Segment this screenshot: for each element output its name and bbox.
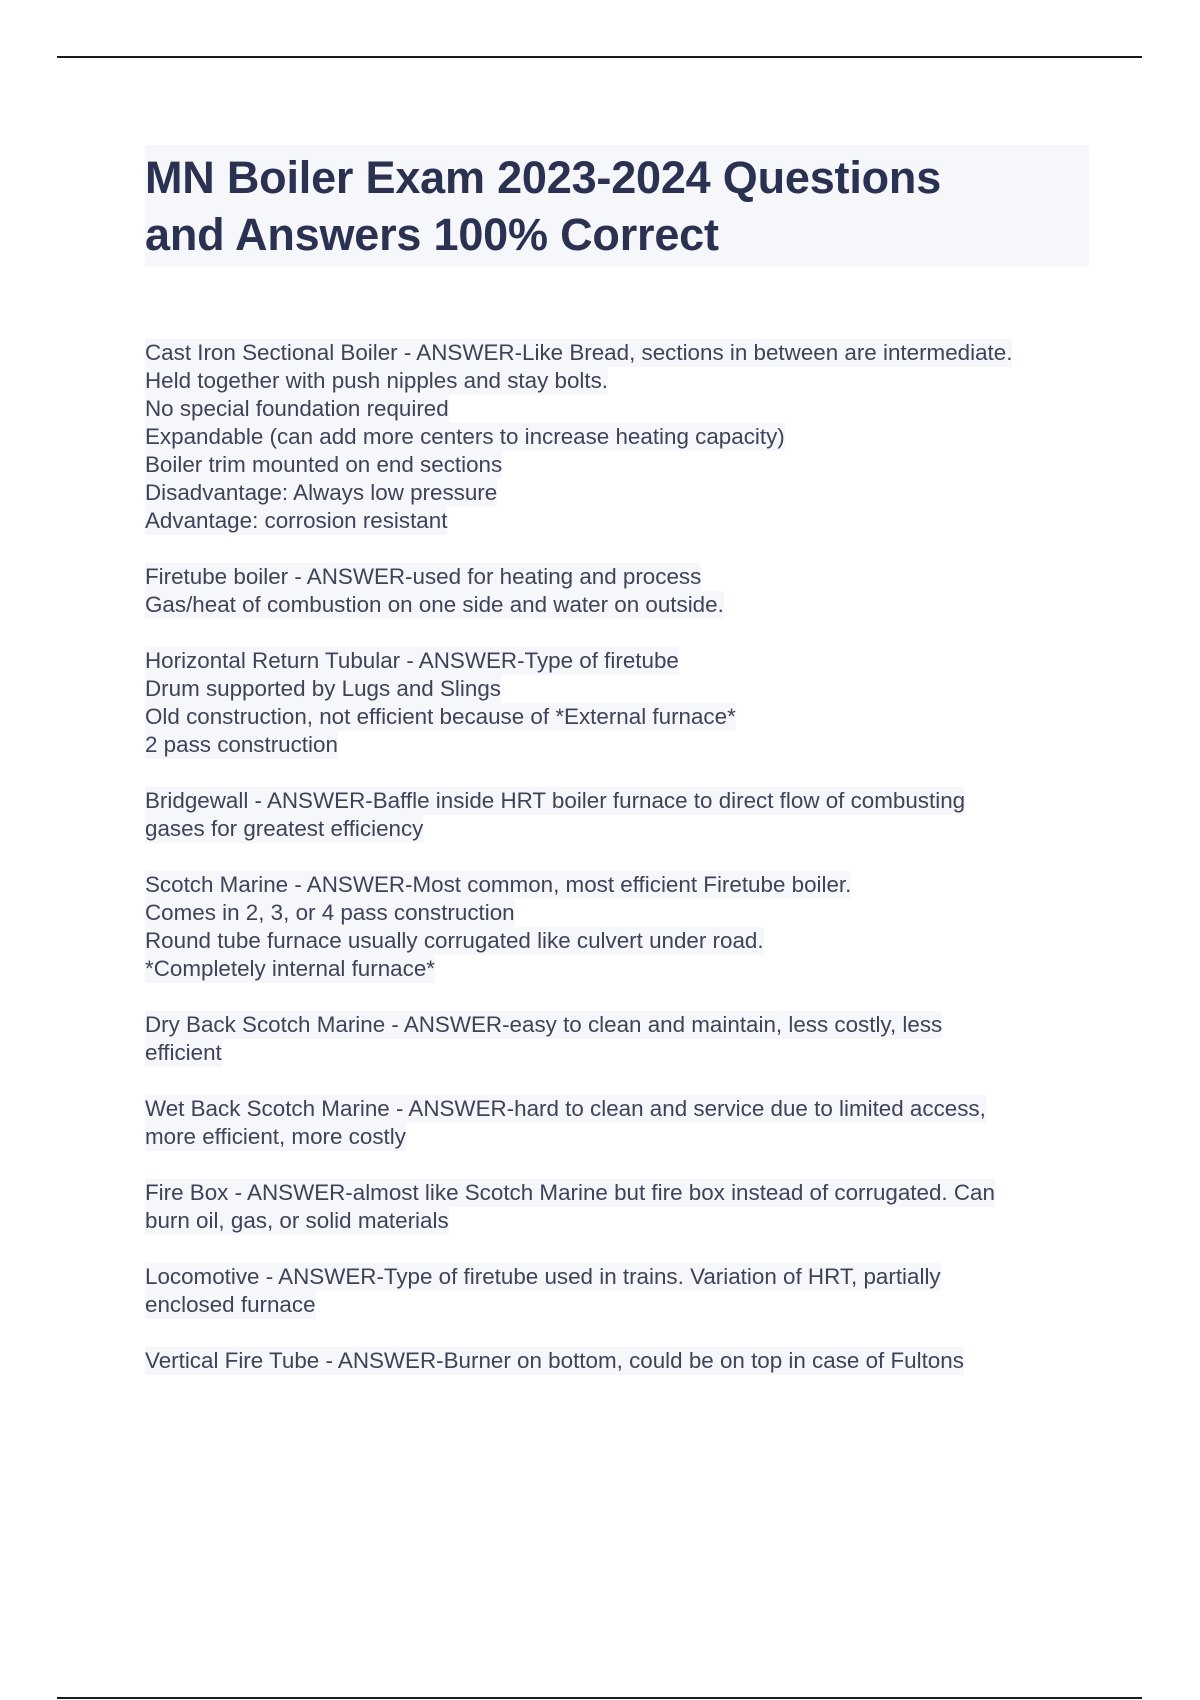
qa-entry-term-line: Bridgewall - ANSWER-Baffle inside HRT boiler furnace to direct flow of combusting xyxy=(145,788,966,813)
qa-entry-answer-line: Old construction, not efficient because of *External furnace* xyxy=(145,704,736,729)
qa-entry-answer-line: Boiler trim mounted on end sections xyxy=(145,452,503,477)
qa-entry-answer-line: more efficient, more costly xyxy=(145,1124,406,1149)
qa-entry xyxy=(145,647,1105,759)
qa-entry xyxy=(145,1011,1105,1067)
qa-entry-answer-line: Gas/heat of combustion on one side and water on outside. xyxy=(145,592,724,617)
qa-entry-answer-line: Held together with push nipples and stay bolts. xyxy=(145,368,609,393)
qa-entry-term-line: Locomotive - ANSWER-Type of firetube used in trains. Variation of HRT, partially xyxy=(145,1264,941,1289)
document-title xyxy=(145,145,1089,267)
bottom-divider xyxy=(57,1697,1142,1699)
title-line-1: MN Boiler Exam 2023-2024 Questions xyxy=(145,152,942,203)
qa-entry xyxy=(145,787,1105,843)
qa-entry xyxy=(145,1263,1105,1319)
qa-entry xyxy=(145,563,1105,619)
qa-entry xyxy=(145,1095,1105,1151)
qa-entries xyxy=(145,339,1105,1403)
qa-entry-term-line: Dry Back Scotch Marine - ANSWER-easy to clean and maintain, less costly, less xyxy=(145,1012,943,1037)
qa-entry-answer-line: efficient xyxy=(145,1040,222,1065)
qa-entry-answer-line: burn oil, gas, or solid materials xyxy=(145,1208,449,1233)
qa-entry-answer-line: Expandable (can add more centers to increase heating capacity) xyxy=(145,424,785,449)
qa-entry-term-line: Cast Iron Sectional Boiler - ANSWER-Like Bread, sections in between are intermediate. xyxy=(145,340,1013,365)
qa-entry-term-line: Firetube boiler - ANSWER-used for heating and process xyxy=(145,564,702,589)
qa-entry xyxy=(145,339,1105,535)
qa-entry-answer-line: gases for greatest efficiency xyxy=(145,816,424,841)
qa-entry-term-line: Fire Box - ANSWER-almost like Scotch Marine but fire box instead of corrugated. Can xyxy=(145,1180,995,1205)
qa-entry-answer-line: No special foundation required xyxy=(145,396,449,421)
qa-entry-answer-line: Advantage: corrosion resistant xyxy=(145,508,448,533)
qa-entry-answer-line: Disadvantage: Always low pressure xyxy=(145,480,498,505)
qa-entry-answer-line: Drum supported by Lugs and Slings xyxy=(145,676,501,701)
page-title xyxy=(145,149,1089,263)
qa-entry-answer-line: enclosed furnace xyxy=(145,1292,316,1317)
qa-entry xyxy=(145,1347,1105,1375)
qa-entry-term-line: Horizontal Return Tubular - ANSWER-Type of firetube xyxy=(145,648,679,673)
qa-entry-term-line: Scotch Marine - ANSWER-Most common, most efficient Firetube boiler. xyxy=(145,872,852,897)
qa-entry-term-line: Wet Back Scotch Marine - ANSWER-hard to clean and service due to limited access, xyxy=(145,1096,986,1121)
qa-entry xyxy=(145,1179,1105,1235)
top-divider xyxy=(57,56,1142,58)
title-line-2: and Answers 100% Correct xyxy=(145,209,719,260)
qa-entry-term-line: Vertical Fire Tube - ANSWER-Burner on bottom, could be on top in case of Fultons xyxy=(145,1348,964,1373)
qa-entry-answer-line: Round tube furnace usually corrugated like culvert under road. xyxy=(145,928,764,953)
qa-entry-answer-line: *Completely internal furnace* xyxy=(145,956,435,981)
qa-entry xyxy=(145,871,1105,983)
qa-entry-answer-line: 2 pass construction xyxy=(145,732,338,757)
qa-entry-answer-line: Comes in 2, 3, or 4 pass construction xyxy=(145,900,515,925)
